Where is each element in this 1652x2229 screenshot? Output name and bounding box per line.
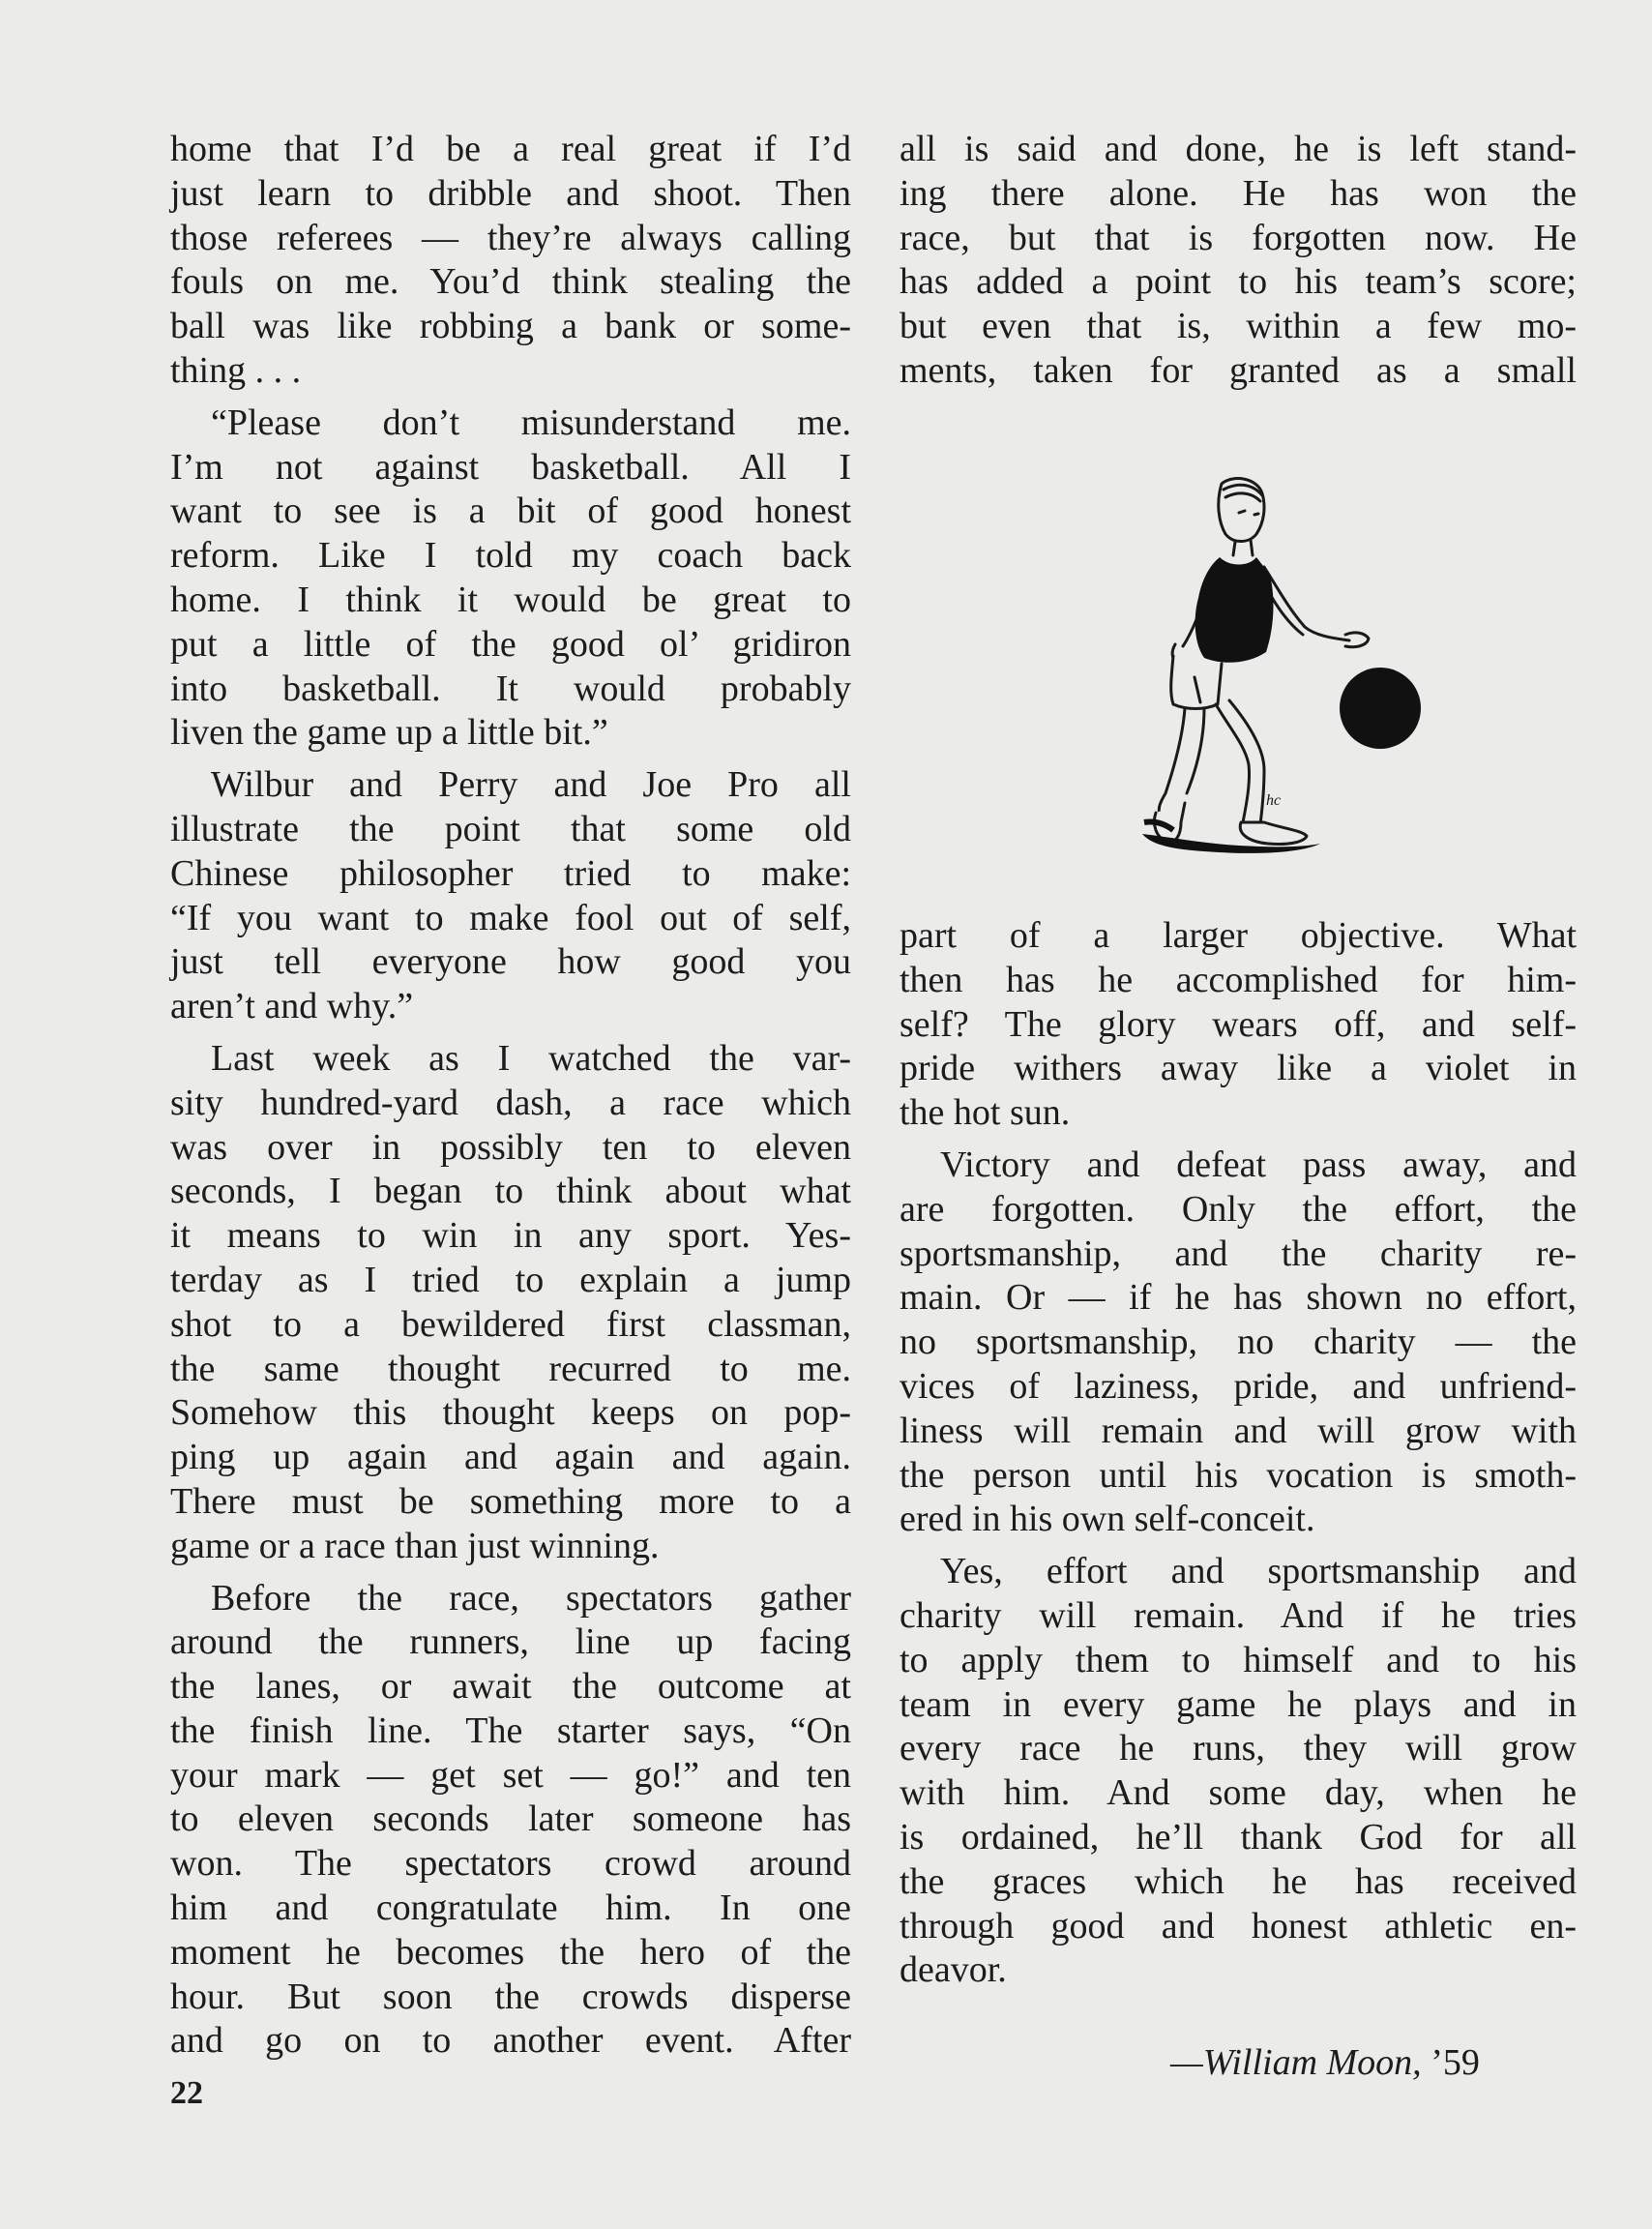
paragraph <box>900 1144 1577 1542</box>
text-line: just tell everyone how good you <box>170 941 851 983</box>
text-line: reform. Like I told my coach back <box>170 535 851 577</box>
text-line: the lanes, or await the outcome at <box>170 1666 851 1708</box>
article-column-right-top <box>900 128 1577 394</box>
article-column-left <box>170 128 851 2064</box>
text-line: game or a race than just winning. <box>170 1525 660 1566</box>
page-number: 22 <box>170 2075 203 2111</box>
text-line: won. The spectators crowd around <box>170 1843 851 1885</box>
text-line: the hot sun. <box>900 1092 1071 1134</box>
text-line: Chinese philosopher tried to make: <box>170 852 851 894</box>
text-line: is ordained, he’ll thank God for all <box>900 1816 1577 1858</box>
text-line: team in every game he plays and in <box>900 1683 1577 1725</box>
text-line: ball was like robbing a bank or some- <box>170 306 851 347</box>
text-line: has added a point to his team’s score; <box>900 261 1577 303</box>
text-line: “Please don’t misunderstand me. <box>211 401 851 443</box>
text-line: the graces which he has received <box>900 1860 1577 1902</box>
text-line: There must be something more to a <box>170 1480 851 1522</box>
text-line: Before the race, spectators gather <box>211 1577 851 1619</box>
text-line: fouls on me. You’d think stealing the <box>170 261 851 303</box>
paragraph <box>170 128 851 394</box>
author-name: —William Moon, <box>1170 2042 1422 2083</box>
text-line: liven the game up a little bit.” <box>170 712 608 754</box>
text-line: ered in his own self-conceit. <box>900 1499 1315 1540</box>
text-line: him and congratulate him. In one <box>170 1887 851 1929</box>
text-line: Last week as I watched the var- <box>211 1037 851 1079</box>
text-line: moment he becomes the hero of the <box>170 1931 851 1973</box>
author-signature <box>1170 2041 1480 2084</box>
text-line: terday as I tried to explain a jump <box>170 1259 851 1300</box>
text-line: and go on to another event. After <box>170 2020 851 2062</box>
text-line: Somehow this thought keeps on pop- <box>170 1392 851 1434</box>
text-line: to eleven seconds later someone has <box>170 1798 851 1840</box>
text-line: Wilbur and Perry and Joe Pro all <box>211 764 851 806</box>
text-line: the finish line. The starter says, “On <box>170 1709 851 1751</box>
paragraph-gap <box>170 1029 851 1037</box>
text-line: shot to a bewildered first classman, <box>170 1303 851 1345</box>
text-line: just learn to dribble and shoot. Then <box>170 172 851 214</box>
paragraph-gap <box>170 394 851 401</box>
paragraph <box>170 1577 851 2065</box>
text-line: put a little of the good ol’ gridiron <box>170 623 851 665</box>
basketball-player-dribbling-icon <box>1059 474 1436 856</box>
class-year: ’59 <box>1421 2042 1480 2083</box>
basketball-player-illustration <box>1059 474 1436 856</box>
text-line: aren’t and why.” <box>170 986 414 1027</box>
text-line: Yes, effort and sportsmanship and <box>940 1551 1577 1592</box>
text-line: self? The glory wears off, and self- <box>900 1003 1577 1045</box>
basketball-icon <box>1340 668 1421 749</box>
text-line: to apply them to himself and to his <box>900 1639 1577 1680</box>
text-line: main. Or — if he has shown no effort, <box>900 1277 1577 1319</box>
text-line: charity will remain. And if he tries <box>900 1594 1577 1636</box>
artist-mark: hc <box>1266 792 1282 809</box>
text-line: illustrate the point that some old <box>170 808 851 849</box>
text-line: pride withers away like a violet in <box>900 1048 1577 1089</box>
text-line: deavor. <box>900 1949 1007 1991</box>
paragraph <box>170 763 851 1029</box>
paragraph <box>900 914 1577 1136</box>
text-line: then has he accomplished for him- <box>900 959 1577 1000</box>
text-line: ing there alone. He has won the <box>900 172 1577 214</box>
paragraph <box>900 128 1577 394</box>
paragraph <box>900 1550 1577 1993</box>
text-line: ments, taken for granted as a small <box>900 349 1577 391</box>
text-line: was over in possibly ten to eleven <box>170 1126 851 1168</box>
text-line: thing . . . <box>170 349 302 391</box>
text-line: around the runners, line up facing <box>170 1621 851 1663</box>
text-line: into basketball. It would probably <box>170 668 851 709</box>
text-line: through good and honest athletic en- <box>900 1905 1577 1947</box>
text-line: but even that is, within a few mo- <box>900 306 1577 347</box>
text-line: part of a larger objective. What <box>900 915 1577 956</box>
text-line: vices of laziness, pride, and unfriend- <box>900 1365 1577 1407</box>
text-line: those referees — they’re always calling <box>170 217 851 258</box>
text-line: home. I think it would be great to <box>170 579 851 620</box>
text-line: sportsmanship, and the charity re- <box>900 1233 1577 1274</box>
text-line: all is said and done, he is left stand- <box>900 129 1577 169</box>
paragraph <box>170 1037 851 1569</box>
article-column-right-bottom <box>900 914 1577 1993</box>
text-line: no sportsmanship, no charity — the <box>900 1322 1577 1363</box>
text-line: it means to win in any sport. Yes- <box>170 1215 851 1257</box>
text-line: want to see is a bit of good honest <box>170 490 851 532</box>
paragraph-gap <box>900 1136 1577 1144</box>
text-line: “If you want to make fool out of self, <box>170 897 851 938</box>
text-line: liness will remain and will grow with <box>900 1410 1577 1451</box>
text-line: the same thought recurred to me. <box>170 1348 851 1389</box>
text-line: hour. But soon the crowds disperse <box>170 1976 851 2017</box>
text-line: your mark — get set — go!” and ten <box>170 1754 851 1796</box>
text-line: ping up again and again and again. <box>170 1437 851 1478</box>
text-line: home that I’d be a real great if I’d <box>170 129 851 169</box>
paragraph-gap <box>170 756 851 763</box>
text-line: the person until his vocation is smoth- <box>900 1454 1577 1496</box>
paragraph <box>170 401 851 756</box>
paragraph-gap <box>900 1542 1577 1550</box>
text-line: sity hundred-yard dash, a race which <box>170 1082 851 1123</box>
text-line: are forgotten. Only the effort, the <box>900 1188 1577 1230</box>
text-line: with him. And some day, when he <box>900 1772 1577 1814</box>
paragraph-gap <box>170 1569 851 1577</box>
text-line: I’m not against basketball. All I <box>170 446 851 488</box>
text-line: Victory and defeat pass away, and <box>940 1144 1577 1185</box>
text-line: seconds, I began to think about what <box>170 1171 851 1212</box>
text-line: every race he runs, they will grow <box>900 1728 1577 1769</box>
text-line: race, but that is forgotten now. He <box>900 217 1577 258</box>
